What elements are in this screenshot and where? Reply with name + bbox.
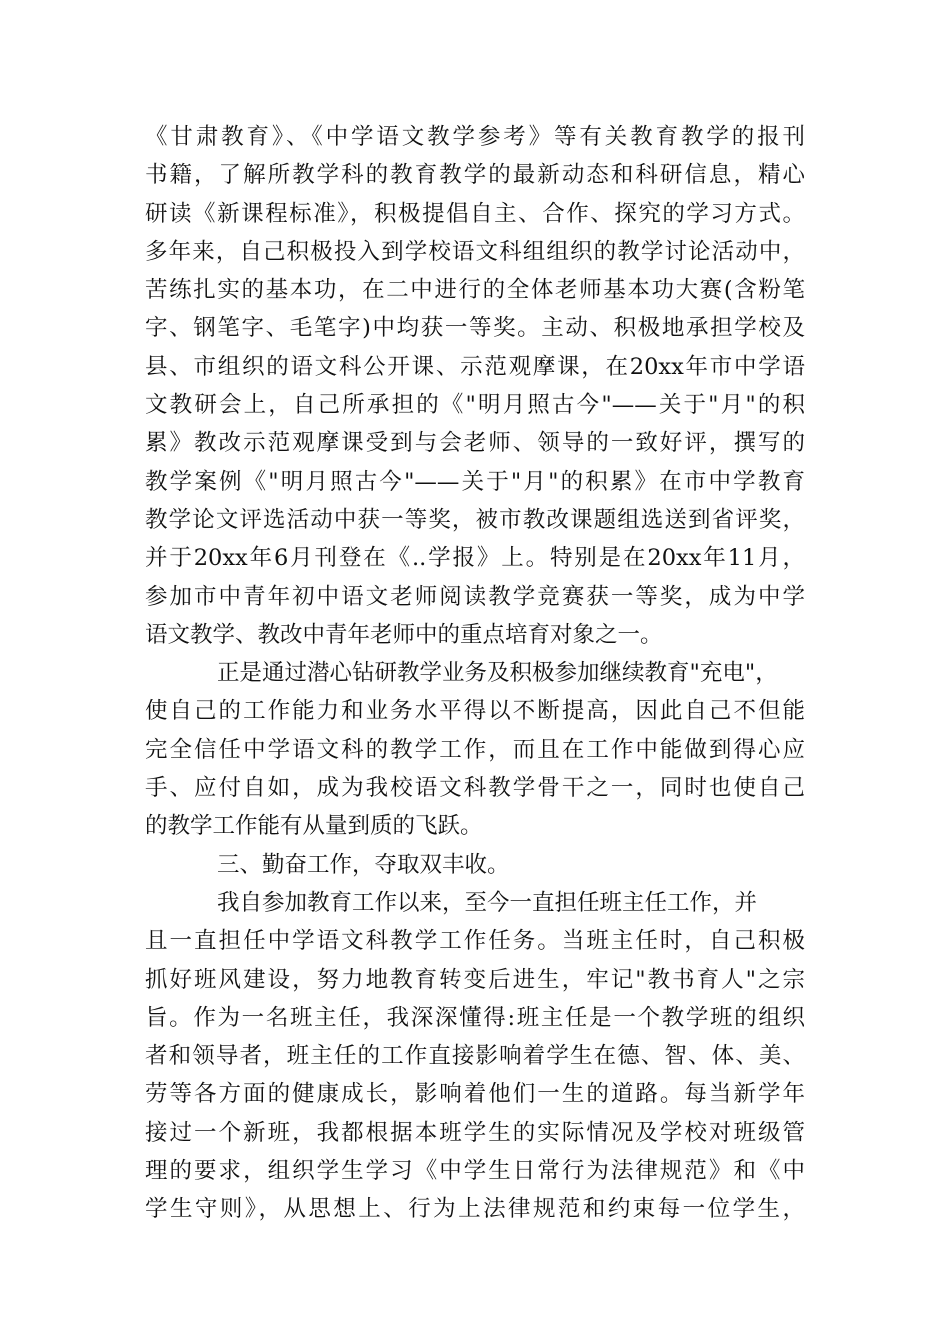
text-line: 参加市中青年初中语文老师阅读教学竞赛获一等奖，成为中学: [145, 583, 805, 610]
text-line: 教学论文评选活动中获一等奖，被市教改课题组选送到省评奖，: [145, 506, 805, 533]
text-line: 劳等各方面的健康成长，影响着他们一生的道路。每当新学年: [145, 1081, 805, 1108]
section-heading: 三、勤奋工作，夺取双丰收。: [217, 851, 510, 878]
paragraph-first-line: 正是通过潜心钻研教学业务及积极参加继续教育"充电"，: [217, 660, 778, 687]
text-line: 县、市组织的语文科公开课、示范观摩课，在20xx年市中学语: [145, 353, 805, 380]
text-line: 完全信任中学语文科的教学工作，而且在工作中能做到得心应: [145, 736, 805, 763]
text-line: 的教学工作能有从量到质的飞跃。: [145, 813, 483, 840]
text-line: 苦练扎实的基本功，在二中进行的全体老师基本功大赛(含粉笔: [145, 277, 805, 304]
text-line: 教学案例《"明月照古今"——关于"月"的积累》在市中学教育: [145, 468, 805, 495]
paragraph-first-line: 我自参加教育工作以来，至今一直担任班主任工作，并: [217, 889, 758, 916]
text-line: 理的要求，组织学生学习《中学生日常行为法律规范》和《中: [145, 1158, 805, 1185]
text-line: 字、钢笔字、毛笔字)中均获一等奖。主动、积极地承担学校及: [145, 315, 805, 342]
text-line: 语文教学、教改中青年老师中的重点培育对象之一。: [145, 621, 663, 648]
text-line: 学生守则》，从思想上、行为上法律规范和约束每一位学生，: [145, 1196, 805, 1223]
text-line: 旨。作为一名班主任，我深深懂得:班主任是一个教学班的组织: [145, 1004, 805, 1031]
text-line: 手、应付自如，成为我校语文科教学骨干之一，同时也使自己: [145, 775, 805, 802]
text-line: 使自己的工作能力和业务水平得以不断提高，因此自己不但能: [145, 698, 805, 725]
body-text: [145, 118, 805, 1229]
text-line: 研读《新课程标准》，积极提倡自主、合作、探究的学习方式。: [145, 200, 805, 227]
text-line: 抓好班风建设，努力地教育转变后进生，牢记"教书育人"之宗: [145, 966, 805, 993]
text-line: 且一直担任中学语文科教学工作任务。当班主任时，自己积极: [145, 928, 805, 955]
text-line: 累》教改示范观摩课受到与会老师、领导的一致好评，撰写的: [145, 430, 805, 457]
text-line: 书籍，了解所教学科的教育教学的最新动态和科研信息，精心: [145, 162, 805, 189]
text-line: 多年来，自己积极投入到学校语文科组组织的教学讨论活动中，: [145, 238, 805, 265]
text-line: 接过一个新班，我都根据本班学生的实际情况及学校对班级管: [145, 1119, 805, 1146]
text-line: 《甘肃教育》、《中学语文教学参考》等有关教育教学的报刊: [145, 124, 805, 150]
text-line: 文教研会上，自己所承担的《"明月照古今"——关于"月"的积: [145, 392, 805, 419]
text-line: 者和领导者，班主任的工作直接影响着学生在德、智、体、美、: [145, 1043, 805, 1070]
text-line: 并于20xx年6月刊登在《..学报》上。特别是在20xx年11月，: [145, 545, 805, 572]
